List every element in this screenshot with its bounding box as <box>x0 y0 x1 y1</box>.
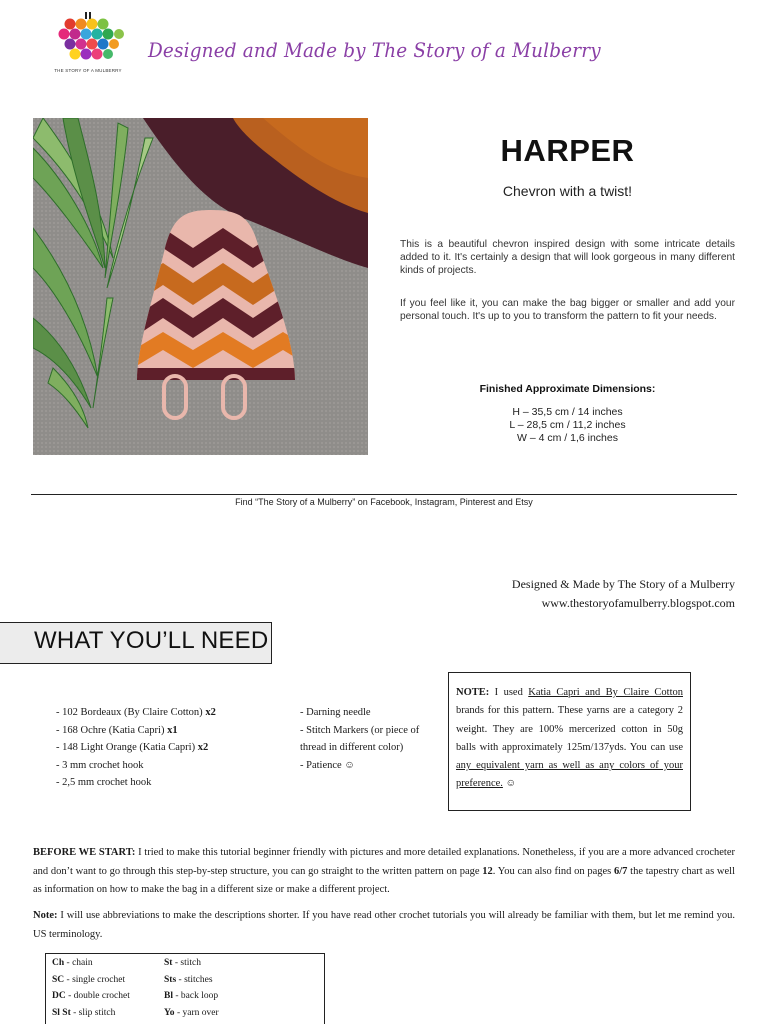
blog-url[interactable]: www.thestoryofamulberry.blogspot.com <box>541 596 735 610</box>
product-description-2: If you feel like it, you can make the bag bigger or smaller and add your personal touch. It's up to you to transform the pattern to fit your needs. <box>400 298 735 323</box>
table-row: Bl - back loop <box>164 991 219 1001</box>
list-item: - 102 Bordeaux (By Claire Cotton) x2 <box>56 707 216 718</box>
list-item: - 3 mm crochet hook <box>56 759 144 771</box>
credit-line: Designed & Made by The Story of a Mulberry <box>511 577 735 591</box>
yarn-note-box: NOTE: I used Katia Capri and By Claire Cotton brands for this pattern. These yarns are a category 2 weight. They are 100% mercerized cotton in 50g balls with approximately 125m/137yds. You can use any equivalent yarn as well as any colors of your preference. ☺ <box>448 672 691 811</box>
credit-block <box>512 575 735 613</box>
table-row: St - stitch <box>164 958 201 968</box>
yarn-brands: Katia Capri and By Claire Cotton <box>528 687 683 698</box>
list-item: - Stitch Markers (or piece of <box>300 724 420 736</box>
table-row: Yo - yarn over <box>164 1008 219 1018</box>
list-item: - Darning needle <box>300 707 371 718</box>
note-label: NOTE: <box>456 687 490 698</box>
logo-caption: THE STORY OF A MULBERRY <box>54 68 122 73</box>
table-row: SC - single crochet <box>52 975 126 985</box>
table-row: Ch - chain <box>52 958 93 968</box>
divider <box>31 494 737 495</box>
table-row: Sl St - slip stitch <box>52 1008 116 1018</box>
product-name: HARPER <box>500 133 635 168</box>
abbreviation-note-paragraph: Note: I will use abbreviations to make the descriptions shorter. If you have read other crochet tutorials you will already be familiar with them, but let me remind you. US terminology. <box>33 910 735 940</box>
dimension-width: W – 4 cm / 1,6 inches <box>517 432 618 445</box>
list-item: - 148 Light Orange (Katia Capri) x2 <box>56 742 209 754</box>
list-item: - 168 Ochre (Katia Capri) x1 <box>56 724 178 736</box>
abbreviations-table <box>45 953 325 1024</box>
product-tagline: Chevron with a twist! <box>502 183 633 199</box>
equivalent-yarn-note: any equivalent yarn as well as any colors of your preference. <box>456 760 683 790</box>
table-row: DC - double crochet <box>52 991 130 1001</box>
dimension-length: L – 28,5 cm / 11,2 inches <box>509 419 626 432</box>
materials-list <box>56 704 216 792</box>
before-we-start-paragraph: BEFORE WE START: I tried to make this tutorial beginner friendly with pictures and more detailed explanations. Nonetheless, if you are a more advanced crocheter and don’t want to go through this step-by-step structure, you can go straight to the written pattern on page 12. You can also find on pages 6/7 the tapestry chart as well as information on how to make the bag in a different size or make a different project. <box>33 847 735 896</box>
dimension-height: H – 35,5 cm / 14 inches <box>512 406 623 418</box>
brand-title: Designed and Made by The Story of a Mulberry <box>148 38 601 62</box>
list-item: - Patience ☺ <box>300 759 356 771</box>
section-title: WHAT YOU’LL NEED <box>34 627 269 654</box>
product-description-1: This is a beautiful chevron inspired design with some intricate details added to it. It's certainly a design that will look gorgeous in many different kinds of projects. <box>400 239 735 277</box>
dimensions-title: Finished Approximate Dimensions: <box>479 383 656 395</box>
product-photo <box>33 118 368 455</box>
list-item: thread in different color) <box>300 742 404 754</box>
table-row: Sts - stitches <box>164 975 213 985</box>
social-line: Find “The Story of a Mulberry” on Facebook, Instagram, Pinterest and Etsy <box>235 497 533 507</box>
list-item: - 2,5 mm crochet hook <box>56 777 152 789</box>
dimensions-list <box>400 406 735 446</box>
tools-list <box>300 704 419 774</box>
